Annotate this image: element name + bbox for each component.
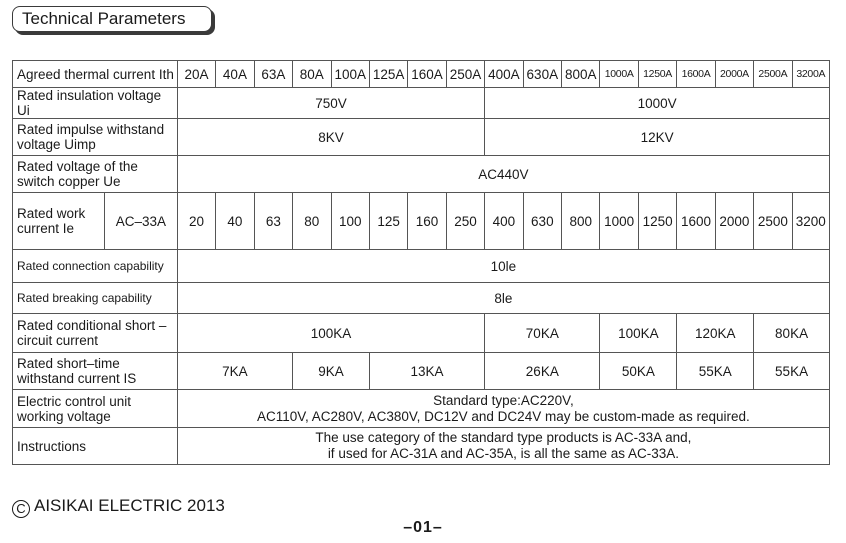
rating-header: 1000A [600,61,638,88]
value-cell: AC440V [177,156,829,193]
row-label: Rated work current Ie [13,193,105,250]
section-heading [12,6,212,32]
value-cell: 100KA [600,314,677,353]
copyright-icon: C [12,500,30,518]
rating-header: 400A [485,61,523,88]
rating-header: 800A [562,61,600,88]
technical-parameters-table [12,60,830,465]
rating-header: 3200A [792,61,829,88]
value-cell: 63 [254,193,292,250]
value-cell: 250 [446,193,484,250]
value-cell: 630 [523,193,561,250]
rating-header: 630A [523,61,561,88]
rating-header: 100A [331,61,369,88]
value-cell: 55KA [754,353,830,390]
value-cell: 9KA [293,353,370,390]
copyright-notice [12,496,225,518]
copyright-text: AISIKAI ELECTRIC 2013 [34,496,225,515]
row-label: Rated impulse withstand voltage Uimp [13,119,178,156]
value-cell: 12KV [485,119,830,156]
value-cell: 10le [177,250,829,283]
note-line: The use category of the standard type products is AC-33A and, [315,430,692,445]
value-cell: 400 [485,193,523,250]
row-label: Rated conditional short –circuit current [13,314,178,353]
table-row-impulse-voltage [13,119,830,156]
row-label: Rated connection capability [13,250,178,283]
value-cell: 70KA [485,314,600,353]
table-row-thermal-current [13,61,830,88]
value-cell: 20 [177,193,215,250]
section-title: Technical Parameters [22,9,186,28]
table-row-control-voltage [13,390,830,428]
table-row-conditional-short [13,314,830,353]
rating-header: 250A [446,61,484,88]
rating-header: 160A [408,61,446,88]
value-cell: 100KA [177,314,484,353]
value-cell: 55KA [677,353,754,390]
value-cell: 800 [562,193,600,250]
rating-header: 2000A [715,61,753,88]
note-line: Standard type:AC220V, [433,392,574,408]
row-label: Electric control unit working voltage [13,390,178,428]
category-cell: AC–33A [105,193,178,250]
note-line: AC110V, AC280V, AC380V, DC12V and DC24V may be custom-made as required. [257,408,750,424]
table-row-connection-capability [13,250,830,283]
rating-header: 125A [369,61,407,88]
row-label: Rated voltage of the switch copper Ue [13,156,178,193]
value-cell: 26KA [485,353,600,390]
rating-header: 80A [293,61,331,88]
value-cell: 80 [293,193,331,250]
rating-header: 63A [254,61,292,88]
value-cell: 750V [177,88,484,119]
value-cell [177,390,829,428]
row-label: Agreed thermal current Ith [13,61,178,88]
value-cell [177,428,829,465]
value-cell: 2000 [715,193,753,250]
rating-header: 20A [177,61,215,88]
row-label: Instructions [13,428,178,465]
table-row-short-time [13,353,830,390]
value-cell: 1250 [638,193,676,250]
row-label: Rated short–time withstand current IS [13,353,178,390]
value-cell: 80KA [754,314,830,353]
value-cell: 125 [369,193,407,250]
row-label: Rated breaking capability [13,283,178,314]
value-cell: 7KA [177,353,292,390]
table-row-instructions [13,428,830,465]
value-cell: 40 [216,193,254,250]
page-number: –01– [403,519,443,536]
value-cell: 50KA [600,353,677,390]
value-cell: 8KV [177,119,484,156]
rating-header: 40A [216,61,254,88]
rating-header: 1600A [677,61,715,88]
value-cell: 1000 [600,193,638,250]
value-cell: 8le [177,283,829,314]
table-row-work-current [13,193,830,250]
rating-header: 1250A [638,61,676,88]
value-cell: 100 [331,193,369,250]
row-label: Rated insulation voltage Ui [13,88,178,119]
value-cell: 3200 [792,193,829,250]
rating-header: 2500A [754,61,792,88]
table-row-insulation-voltage [13,88,830,119]
value-cell: 120KA [677,314,754,353]
table-row-copper-voltage [13,156,830,193]
value-cell: 13KA [369,353,484,390]
value-cell: 1600 [677,193,715,250]
value-cell: 1000V [485,88,830,119]
note-line: if used for AC-31A and AC-35A, is all the same as AC-33A. [327,446,679,461]
value-cell: 160 [408,193,446,250]
value-cell: 2500 [754,193,792,250]
table-row-breaking-capability [13,283,830,314]
